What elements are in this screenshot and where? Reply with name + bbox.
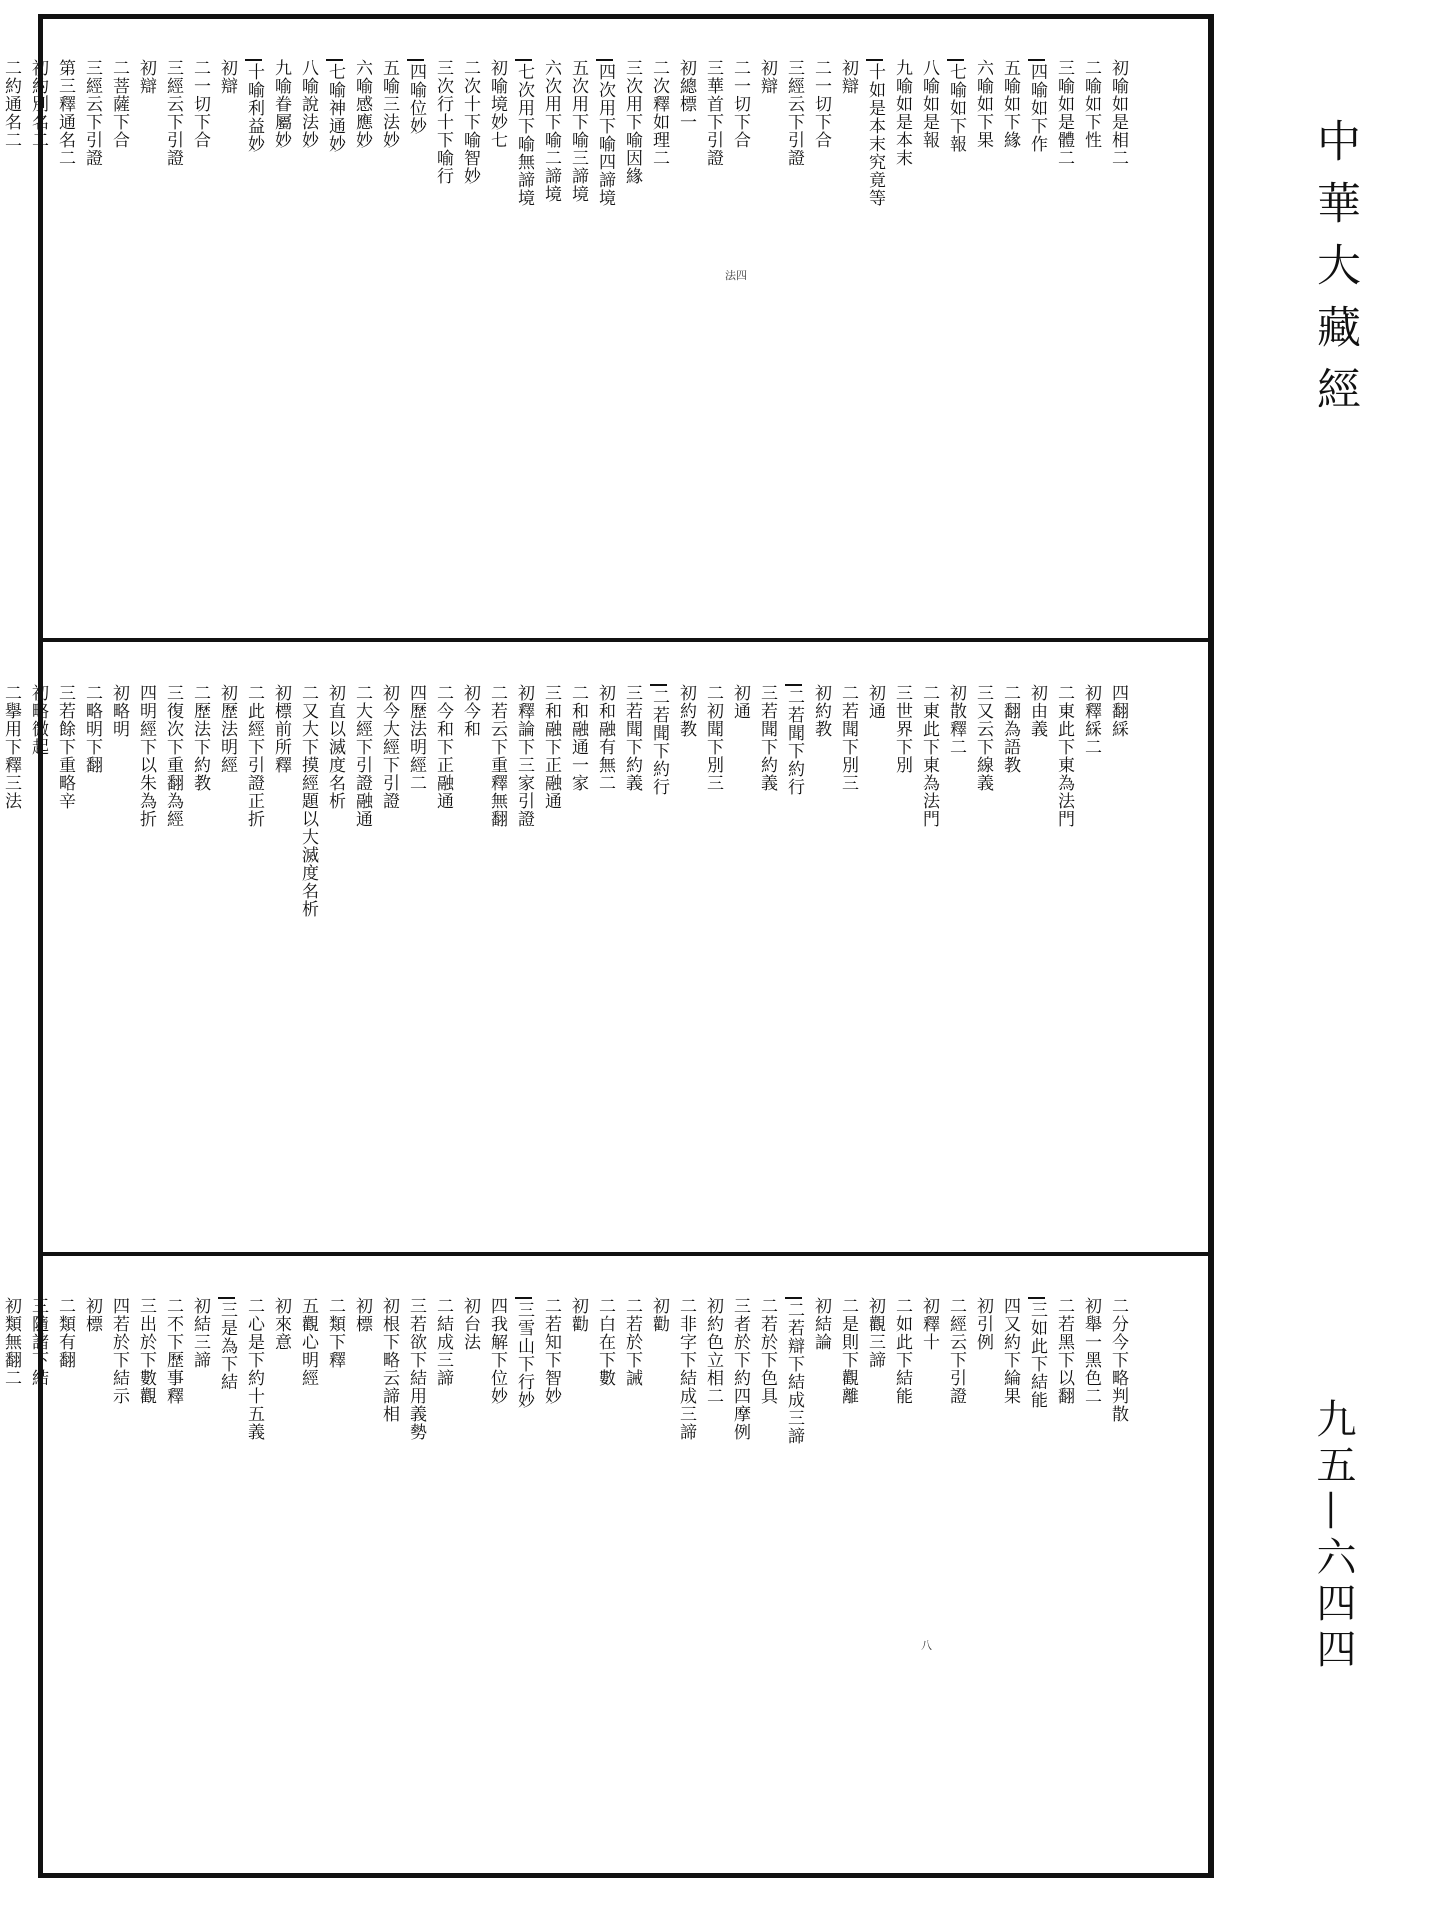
outline-entry: 六喻如下果 [973,59,993,149]
outline-entry: 二不下歷事釋 [163,1297,183,1405]
outline-column [46,684,127,1212]
lower-panel-columns [1,1297,1128,1833]
outline-entry: 二若云下重釋無翻 [487,684,507,828]
outline-entry: 初歷法明經 [217,684,237,774]
outline-column [613,1297,667,1833]
outline-column [883,684,964,1212]
outline-entry: 初略微起 [28,684,48,756]
outline-entry: 初今和 [460,684,480,738]
outline-entry: 初直以滅度名析 [325,684,345,810]
outline-entry: 二一切下合 [190,59,210,149]
outline-entry: 六次用下喻二諦境 [541,59,561,203]
outline-column [343,684,424,1212]
outline-column [127,684,154,1212]
outline-entry: 二非字下結成三諦 [676,1297,696,1441]
outline-column [0,59,73,599]
outline-entry: 三若聞下約義 [622,684,642,792]
outline-entry: 三經云下引證 [784,59,804,167]
outline-column [154,59,235,599]
outline-entry: 二類下釋 [325,1297,345,1369]
outline-entry: 二略明下翻 [82,684,102,774]
outline-entry: 二若知下智妙 [541,1297,561,1405]
outline-entry: 二若於下色具 [757,1297,777,1405]
outline-entry: 九喻眷屬妙 [271,59,291,149]
outline-entry: 初勸 [649,1297,669,1333]
outline-entry: 初類無翻二 [1,1297,21,1387]
outline-entry: 初釋論下三家引證 [514,684,534,828]
outline-entry: 初通 [865,684,885,720]
outline-column [0,1297,19,1833]
outline-entry: 二分今下略判散 [1108,1297,1128,1423]
outline-entry: 初約色立相二 [703,1297,723,1405]
outline-entry: 二東此下東為法門 [919,684,939,828]
outline-entry: 四喻如下作 [1028,59,1045,599]
outline-entry: 四明經下以朱為折 [136,684,156,828]
outline-column [883,1297,937,1833]
outline-entry: 四喻位妙 [407,59,424,599]
outline-entry: 六喻感應妙 [352,59,372,149]
outline-entry: 二和融通一家 [568,684,588,792]
outline-entry: 三次行十下喻行 [433,59,453,185]
lower-panel [1,1257,1208,1873]
outline-entry: 三若聞下約義 [757,684,777,792]
outline-entry: 二翻為語教 [1000,684,1020,774]
outline-entry: 二又大下摸經題以大滅度名析 [298,684,318,918]
outline-entry: 初散釋二 [946,684,966,756]
outline-entry: 初引例 [973,1297,993,1351]
outline-column [424,1297,478,1833]
scripture-title: 中華大藏經 [1309,118,1360,428]
outline-entry: 二白在下數 [595,1297,615,1387]
outline-entry: 初觀三諦 [865,1297,885,1369]
outline-entry: 初根下略云諦相 [379,1297,399,1423]
middle-panel-columns [1,684,1128,1212]
outline-entry: 五次用下喻三諦境 [568,59,588,203]
outline-column [316,1297,370,1833]
outline-entry: 初辯 [757,59,777,95]
outline-entry: 初約教 [676,684,696,738]
outline-column [721,1297,775,1833]
outline-column [748,684,883,1212]
outline-entry: 二若聞下別三 [838,684,858,792]
outline-entry: 二喻如下性 [1081,59,1101,149]
outline-entry: 四次用下喻四諦境 [596,59,613,599]
outline-entry: 三若欲下結用義勢 [406,1297,426,1441]
outline-entry: 二若辯下結成三諦 [785,1297,802,1833]
outline-entry: 初喻如是相二 [1108,59,1128,167]
outline-column [370,1297,424,1833]
panel-divider [43,638,1208,642]
panel-divider [43,1252,1208,1256]
outline-entry: 三華首下引證 [703,59,723,167]
outline-column [73,59,154,599]
outline-entry: 二東此下東為法門 [1054,684,1074,828]
outline-entry: 十如是本末究竟等 [866,59,883,599]
outline-entry: 四我解下位妙 [487,1297,507,1405]
outline-column [289,684,343,1212]
outline-entry: 三者於下約四摩例 [730,1297,750,1441]
outline-entry: 三和融下正融通 [541,684,561,810]
outline-entry: 初結論 [811,1297,831,1351]
outline-column [19,1297,100,1833]
outline-entry: 二一切下合 [730,59,750,149]
marginal-note: 八 [921,1639,932,1652]
outline-column [613,684,748,1212]
page-frame [1,14,1214,1878]
outline-column [937,1297,991,1833]
outline-entry: 初來意 [271,1297,291,1351]
outline-column [991,1297,1126,1833]
outline-column [667,1297,721,1833]
outline-entry: 七喻如下報 [947,59,964,599]
outline-entry: 十喻利益妙 [245,59,262,599]
outline-entry: 三次用下喻因緣 [622,59,642,185]
outline-entry: 三又云下線義 [973,684,993,792]
outline-entry: 五喻如下緣 [1000,59,1020,149]
outline-entry: 初和融有無二 [595,684,615,792]
upper-panel [1,19,1208,639]
upper-panel-columns [1,59,1128,599]
outline-entry: 二心是下約十五義 [244,1297,264,1441]
outline-entry: 四若於下結示 [109,1297,129,1405]
outline-entry: 二次釋如理二 [649,59,669,167]
outline-column [694,59,775,599]
outline-column [424,684,478,1212]
outline-entry: 初釋十 [919,1297,939,1351]
outline-entry: 二次十下喻智妙 [460,59,480,185]
outline-column [478,684,532,1212]
page-number: 九五—六四四 [1310,1398,1356,1674]
outline-entry: 二菩薩下合 [109,59,129,149]
outline-entry: 三是為下結 [218,1297,235,1833]
outline-entry: 初台法 [460,1297,480,1351]
outline-entry: 二初聞下別三 [703,684,723,792]
outline-entry: 二約通名二 [1,59,21,149]
outline-column [154,684,235,1212]
outline-entry: 四又約下綸果 [1000,1297,1020,1405]
outline-entry: 三如此下結能 [1028,1297,1045,1833]
outline-entry: 初由義 [1027,684,1047,738]
outline-entry: 二此經下引證正折 [244,684,264,828]
outline-column [775,1297,883,1833]
outline-entry: 第三釋通名二 [55,59,75,167]
outline-entry: 二經云下引證 [946,1297,966,1405]
outline-entry: 初喻境妙七 [487,59,507,149]
outline-column [154,1297,208,1833]
outline-entry: 二若於下誡 [622,1297,642,1387]
outline-column [235,59,505,599]
outline-entry: 三雪山下行妙 [515,1297,532,1833]
outline-column [1045,684,1126,1212]
outline-entry: 初標前所釋 [271,684,291,774]
outline-entry: 初約別名二 [28,59,48,149]
outline-entry: 二若黑下以翻 [1054,1297,1074,1405]
outline-column [505,59,694,599]
outline-column [532,684,613,1212]
outline-entry: 初約教 [811,684,831,738]
outline-entry: 八喻如是報 [919,59,939,149]
middle-panel [1,644,1208,1252]
outline-entry: 二歷法下約教 [190,684,210,792]
outline-entry: 四翻綵 [1108,684,1128,738]
outline-entry: 初舉一黑色二 [1081,1297,1101,1405]
outline-column [775,59,856,599]
outline-entry: 二如此下結能 [892,1297,912,1405]
outline-entry: 三隨諸下結 [28,1297,48,1387]
outline-entry: 三若餘下重略辛 [55,684,75,810]
outline-entry: 二結成三諦 [433,1297,453,1387]
outline-entry: 二大經下引證融通 [352,684,372,828]
outline-entry: 三經云下引證 [82,59,102,167]
outline-entry: 初辯 [838,59,858,95]
outline-entry: 初釋綵二 [1081,684,1101,756]
outline-entry: 九喻如是本末 [892,59,912,167]
outline-entry: 初通 [730,684,750,720]
outline-entry: 二若聞下約行 [650,684,667,1212]
outline-entry: 三世界下別 [892,684,912,774]
outline-column [208,1297,316,1833]
outline-entry: 三經云下引證 [163,59,183,167]
outline-entry: 三出於下數觀 [136,1297,156,1405]
outline-entry: 初總標一 [676,59,696,131]
outline-entry: 七次用下喻無諦境 [515,59,532,599]
outline-entry: 初今大經下引證 [379,684,399,810]
outline-entry: 三喻如是體二 [1054,59,1074,167]
outline-column [964,684,1045,1212]
outline-entry: 二今和下正融通 [433,684,453,810]
outline-column [478,1297,613,1833]
outline-entry: 初結三諦 [190,1297,210,1369]
outline-entry: 初勸 [568,1297,588,1333]
outline-entry: 初辯 [136,59,156,95]
marginal-note: 法四 [725,269,747,282]
outline-entry: 八喻說法妙 [298,59,318,149]
outline-column [856,59,1126,599]
outline-entry: 二一切下合 [811,59,831,149]
outline-entry: 初辯 [217,59,237,95]
outline-column [235,684,289,1212]
outline-column [0,684,46,1212]
outline-entry: 二若聞下約行 [785,684,802,1212]
outline-entry: 四歷法明經二 [406,684,426,792]
outline-entry: 五喻三法妙 [379,59,399,149]
outline-entry: 初略明 [109,684,129,738]
outline-column [100,1297,154,1833]
outline-entry: 三復次下重翻為經 [163,684,183,828]
outline-entry: 初標 [352,1297,372,1333]
outline-entry: 五觀心明經 [298,1297,318,1387]
outline-entry: 初標 [82,1297,102,1333]
outline-entry: 二是則下觀離 [838,1297,858,1405]
outline-entry: 二擧用下釋三法 [1,684,21,810]
outline-entry: 七喻神通妙 [326,59,343,599]
outline-entry: 二類有翻 [55,1297,75,1369]
